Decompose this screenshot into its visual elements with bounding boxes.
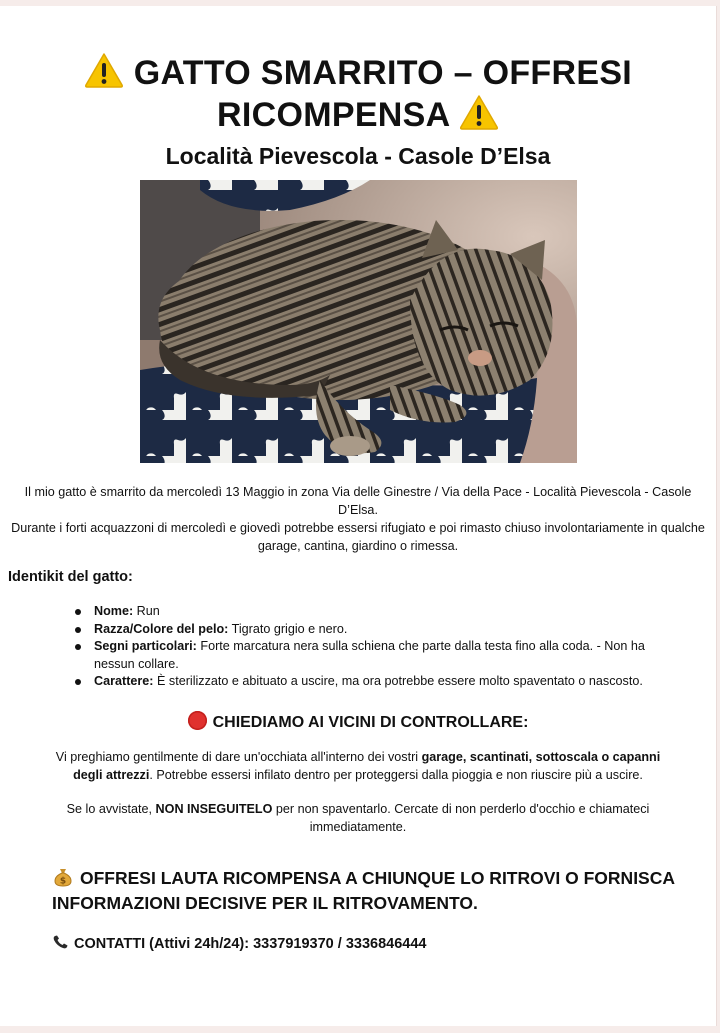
warning-sign-icon xyxy=(459,94,499,130)
list-item xyxy=(94,603,656,621)
contacts-text: CONTATTI (Attivi 24h/24): 3337919370 / 3336846444 xyxy=(74,935,427,952)
identikit-heading: Identikit del gatto: xyxy=(8,569,133,585)
neighbors-heading xyxy=(0,711,716,732)
trait-value-marks: Forte marcatura nera sulla schiena che parte dalla testa fino alla coda. - Non ha nessun collare. xyxy=(94,639,645,671)
warning-sign-icon xyxy=(84,52,124,88)
sighting-text-after: per non spaventarlo. Cercate di non perderlo d'occhio e chiamateci immediatamente. xyxy=(272,801,650,834)
sighting-text-before: Se lo avvistate, xyxy=(66,801,156,816)
identikit-list xyxy=(0,603,716,691)
check-request-paragraph xyxy=(0,748,716,784)
trait-value-character: È sterilizzato e abituato a uscire, ma ora potrebbe essere molto spaventato o nascosto. xyxy=(153,674,643,688)
sighting-paragraph xyxy=(0,800,716,836)
trait-label-color: Razza/Colore del pelo: xyxy=(94,621,229,636)
tabby-cat-photo xyxy=(140,180,577,463)
telephone-icon xyxy=(52,934,70,950)
check-text-bold: garage, scantinati, sottoscala o capanni degli attrezzi xyxy=(73,749,661,782)
title-text-2: RICOMPENSA xyxy=(217,96,450,134)
trait-label-character: Carattere: xyxy=(94,674,154,688)
stop-sign-icon xyxy=(188,711,207,730)
intro-paragraph-2: Durante i forti acquazzoni di mercoledì e giovedì potrebbe essersi rifugiato e poi rimasto chiuso involontariamente in qualche garage, cantina, giardino o rimessa. xyxy=(11,521,705,553)
intro-text xyxy=(6,483,710,555)
reward-notice xyxy=(52,866,716,916)
svg-text:$: $ xyxy=(59,876,67,886)
sighting-text-bold: NON INSEGUITELO xyxy=(155,801,273,816)
intro-paragraph-1: Il mio gatto è smarrito da mercoledì 13 Maggio in zona Via delle Ginestre / Via della Pace - Località Pievescola - Casole D’Elsa. xyxy=(24,485,692,517)
reward-text: OFFRESI LAUTA RICOMPENSA A CHIUNQUE LO RITROVI O FORNISCA INFORMAZIONI DECISIVE PER IL RITROVAMENTO. xyxy=(52,867,675,913)
check-text-before: Vi preghiamo gentilmente di dare un'occhiata all'interno dei vostri xyxy=(55,749,422,764)
contacts-line xyxy=(52,934,716,952)
list-item xyxy=(94,673,656,691)
check-text-after: . Potrebbe essersi infilato dentro per proteggersi dalla pioggia e non riuscire più a uscire. xyxy=(149,767,643,782)
money-bag-icon xyxy=(52,867,74,887)
location-subtitle: Località Pievescola - Casole D’Elsa xyxy=(165,143,551,169)
flyer-sheet xyxy=(0,6,717,1026)
trait-label-marks: Segni particolari: xyxy=(94,639,197,653)
trait-label-name: Nome: xyxy=(94,604,134,618)
flyer-title xyxy=(0,6,716,136)
list-item xyxy=(94,638,656,673)
title-line-1 xyxy=(0,52,716,94)
neighbors-heading-text: CHIEDIAMO AI VICINI DI CONTROLLARE: xyxy=(212,713,529,731)
title-line-2 xyxy=(0,94,716,136)
list-item xyxy=(94,621,656,639)
trait-value-name: Run xyxy=(133,604,160,618)
trait-value-color: Tigrato grigio e nero. xyxy=(228,621,348,636)
title-text-1: GATTO SMARRITO – OFFRESI xyxy=(133,54,633,92)
